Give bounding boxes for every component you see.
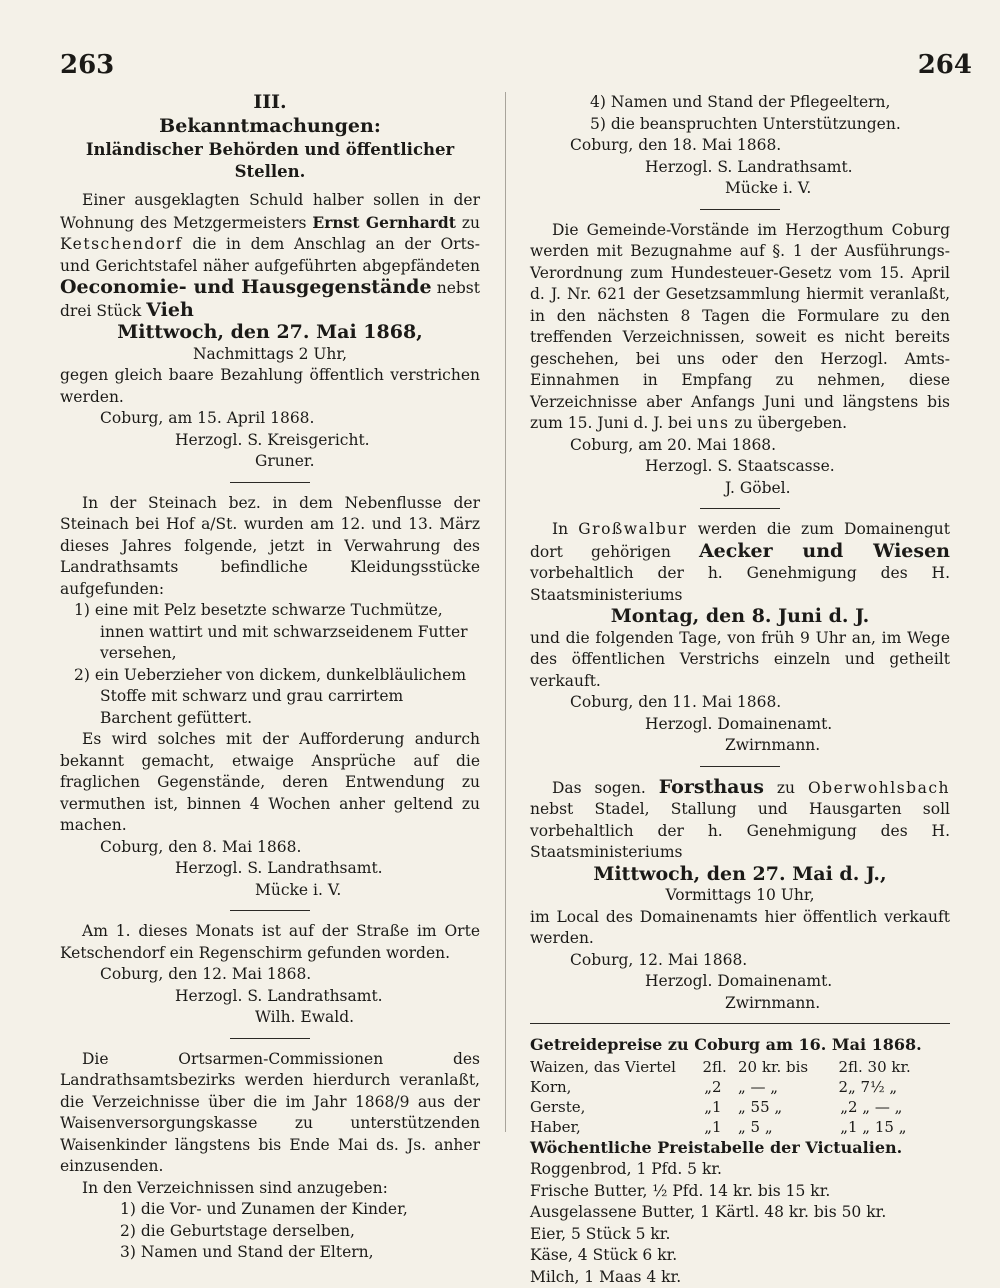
price-cell: „ [668,1117,712,1137]
notice-text: und die folgenden Tage, von früh 9 Uhr an, im Wege des öffentlichen Verstrichs einzeln und getheilt verkauft. [530,628,950,693]
signatory: Mücke i. V. [725,178,950,200]
issuing-office: Herzogl. S. Staatscasse. [645,456,950,478]
divider [700,508,780,509]
section-number: III. [60,92,480,114]
notice-text: im Local des Domainenamts hier öffentlich verkauft werden. [530,907,950,950]
grain-prices [530,1034,950,1137]
place-date: Coburg, den 11. Mai 1868. [570,692,950,714]
cattle-label: Vieh [146,299,194,321]
sale-time: Nachmittags 2 Uhr, [60,344,480,366]
issuing-office: Herzogl. Domainenamt. [645,971,950,993]
victual-item: Ausgelassene Butter, 1 Kärtl. 48 kr. bis 50 kr. [530,1202,950,1224]
price-cell: 2 [712,1077,738,1097]
place-name: Oberwohlsbach [808,779,950,797]
notice-orphan-lists-continued [530,92,950,200]
victual-prices-title: Wöchentliche Preistabelle der Victualien. [530,1137,950,1159]
notice-found-clothing [60,493,480,902]
price-cell: 2 „ — „ [848,1097,874,1117]
price-cell: fl. 30 kr. [848,1057,874,1077]
person-name: Ernst Gernhardt [312,213,456,232]
price-cell: 1 [712,1117,738,1137]
grain-prices-title: Getreidepreise zu Coburg am 16. Mai 1868. [530,1034,950,1056]
victual-item: Eier, 5 Stück 5 kr. [530,1224,950,1246]
price-cell: „ — „ [738,1077,804,1097]
place-date: Coburg, am 20. Mai 1868. [570,435,950,457]
price-label: Korn, [530,1077,668,1097]
price-cell: „ [804,1097,848,1117]
price-label: Waizen, das Viertel [530,1057,668,1077]
divider [530,1023,950,1024]
sale-date: Mittwoch, den 27. Mai d. J., [530,864,950,886]
divider [700,209,780,210]
signatory: Zwirnmann. [725,735,950,757]
signatory: J. Göbel. [725,478,950,500]
goods-label: Oeconomie- und Hausgegenstände [60,276,432,298]
issuing-office: Herzogl. S. Landrathsamt. [645,157,950,179]
notice-text: In der Steinach bez. in dem Nebenflusse der Steinach bei Hof a/St. wurden am 12. und 13. März dieses Jahres folgende, jetzt in Verwahrung des Landrathsamts befindliche Kleidungsstücke aufgefunden: [60,493,480,601]
place-date: Coburg, 12. Mai 1868. [570,950,950,972]
price-cell: 2 [804,1077,848,1097]
signatory: Zwirnmann. [725,993,950,1015]
divider [700,766,780,767]
price-cell: 1 [712,1097,738,1117]
notice-land-sale [530,519,950,757]
notice-found-umbrella [60,921,480,1029]
column-divider [505,92,506,1132]
notice-text: Am 1. dieses Monats ist auf der Straße im Orte Ketschendorf ein Regenschirm gefunden worden. [60,921,480,964]
notice-dog-tax [530,220,950,500]
issuing-office: Herzogl. S. Kreisgericht. [175,430,480,452]
list-item: 2) die Geburtstage derselben, [60,1221,480,1243]
notice-text: Es wird solches mit der Aufforderung andurch bekannt gemacht, etwaige Ansprüche auf die fraglichen Gegenstände, deren Entwendung zu vermuthen ist, binnen 4 Wochen anher geltend zu machen. [60,729,480,837]
notice-text: zu [777,779,795,797]
price-cell: fl. [712,1057,738,1077]
sale-time: Vormittags 10 Uhr, [530,885,950,907]
house-label: Forsthaus [659,776,764,798]
fields-label: Aecker und Wiesen [699,540,950,562]
victual-item: Käse, 4 Stück 6 kr. [530,1245,950,1267]
divider [230,482,310,483]
notice-text: Die Ortsarmen-Commissionen des Landrathsamtsbezirks werden hierdurch veranlaßt, die Verzeichnisse über die im Jahr 1868/9 aus der Waisenversorgungskasse zu unterstützenden Waisenkinder längstens bis Ende Mai ds. Js. anher einzusenden. [60,1049,480,1178]
victual-item: Roggenbrod, 1 Pfd. 5 kr. [530,1159,950,1181]
notice-forester-house [530,777,950,1015]
notice-paragraph [530,777,950,864]
place-date: Coburg, den 12. Mai 1868. [100,964,480,986]
section-subtitle: Inländischer Behörden und öffentlicher Stellen. [60,139,480,182]
notice-orphan-lists [60,1049,480,1264]
price-cell: 2 [668,1057,712,1077]
notice-text: In den Verzeichnissen sind anzugeben: [60,1178,480,1200]
price-label: Gerste, [530,1097,668,1117]
sale-date: Montag, den 8. Juni d. J. [530,606,950,628]
price-cell: „ [804,1117,848,1137]
notice-text: nebst Stadel, Stallung und Hausgarten soll vorbehaltlich der h. Genehmigung des H. Staatsministeriums [530,800,950,861]
issuing-office: Herzogl. S. Landrathsamt. [175,986,480,1008]
list-item: 1) die Vor- und Zunamen der Kinder, [60,1199,480,1221]
price-label: Haber, [530,1117,668,1137]
list-item: 2) ein Ueberzieher von dickem, dunkelbläulichem Stoffe mit schwarz und grau carrirtem Barchent gefüttert. [60,665,480,730]
notice-paragraph [60,190,480,322]
issuing-office: Herzogl. S. Landrathsamt. [175,858,480,880]
price-cell: „ [668,1077,712,1097]
notice-text: die in dem Anschlag an der Orts- und Gerichtstafel näher aufgeführten abgepfändeten [60,235,480,275]
notice-text: gegen gleich baare Bezahlung öffentlich verstrichen werden. [60,365,480,408]
list-item: 1) eine mit Pelz besetzte schwarze Tuchmütze, innen wattirt und mit schwarzseidenem Futter versehen, [60,600,480,665]
price-cell: „ 7½ „ [848,1077,874,1097]
list-item: 5) die beanspruchten Unterstützungen. [530,114,950,136]
price-cell: „ 55 „ [738,1097,804,1117]
divider [230,1038,310,1039]
price-cell: 2 [804,1057,848,1077]
page-number-right: 264 [918,50,972,80]
place-date: Coburg, den 8. Mai 1868. [100,837,480,859]
notice-text: nebst drei Stück [60,279,480,320]
place-name: Großwalbur [578,520,687,538]
page-number-left: 263 [60,50,114,80]
notice-text: In [552,520,568,538]
signatory: Mücke i. V. [255,880,480,902]
list-item: 3) Namen und Stand der Eltern, [60,1242,480,1264]
issuing-office: Herzogl. Domainenamt. [645,714,950,736]
place-date: Coburg, den 18. Mai 1868. [570,135,950,157]
sale-date: Mittwoch, den 27. Mai 1868, [60,322,480,344]
victual-item: Milch, 1 Maas 4 kr. [530,1267,950,1288]
notice-text: Das sogen. [552,779,646,797]
signatory: Gruner. [255,451,480,473]
list-item: 4) Namen und Stand der Pflegeeltern, [530,92,950,114]
divider [230,910,310,911]
notice-paragraph [530,220,950,435]
grain-price-table [530,1057,950,1137]
signatory: Wilh. Ewald. [255,1007,480,1029]
emphasis-us: uns [697,414,729,432]
notice-text: Einer ausgeklagten Schuld halber sollen in der Wohnung des Metzgermeisters [60,191,480,232]
victual-item: Frische Butter, ½ Pfd. 14 kr. bis 15 kr. [530,1181,950,1203]
price-cell: 1 „ 15 „ [848,1117,874,1137]
place-name: Ketschendorf [60,235,183,253]
left-column [60,92,480,1264]
notice-text: Die Gemeinde-Vorstände im Herzogthum Coburg werden mit Bezugnahme auf §. 1 der Ausführungs-Verordnung zum Hundesteuer-Gesetz vom 15. April d. J. Nr. 621 der Gesetzsammlung hiermit veranlaßt, in den nächsten 8 Tagen die Formulare zu den treffenden Verzeichnissen, soweit es nicht bereits geschehen, bei uns oder den Herzogl. Amts-Einnahmen in Empfang zu nehmen, diese Verzeichnisse aber Anfangs Juni und längstens bis zum 15. Juni d. J. bei [530,221,950,433]
price-cell: „ 5 „ [738,1117,804,1137]
right-column [530,92,950,1288]
notice-text: zu übergeben. [734,414,847,432]
notice-text: vorbehaltlich der h. Genehmigung des H. Staatsministeriums [530,564,950,604]
notice-paragraph [530,519,950,606]
notice-distraint-sale [60,190,480,473]
price-cell: 20 kr. bis [738,1057,804,1077]
victual-prices [530,1137,950,1288]
notice-text: zu [462,214,480,232]
section-title: Bekanntmachungen: [60,116,480,138]
notice-text: werden die zum Domainengut dort gehörigen [530,520,950,561]
place-date: Coburg, am 15. April 1868. [100,408,480,430]
price-cell: „ [668,1097,712,1117]
